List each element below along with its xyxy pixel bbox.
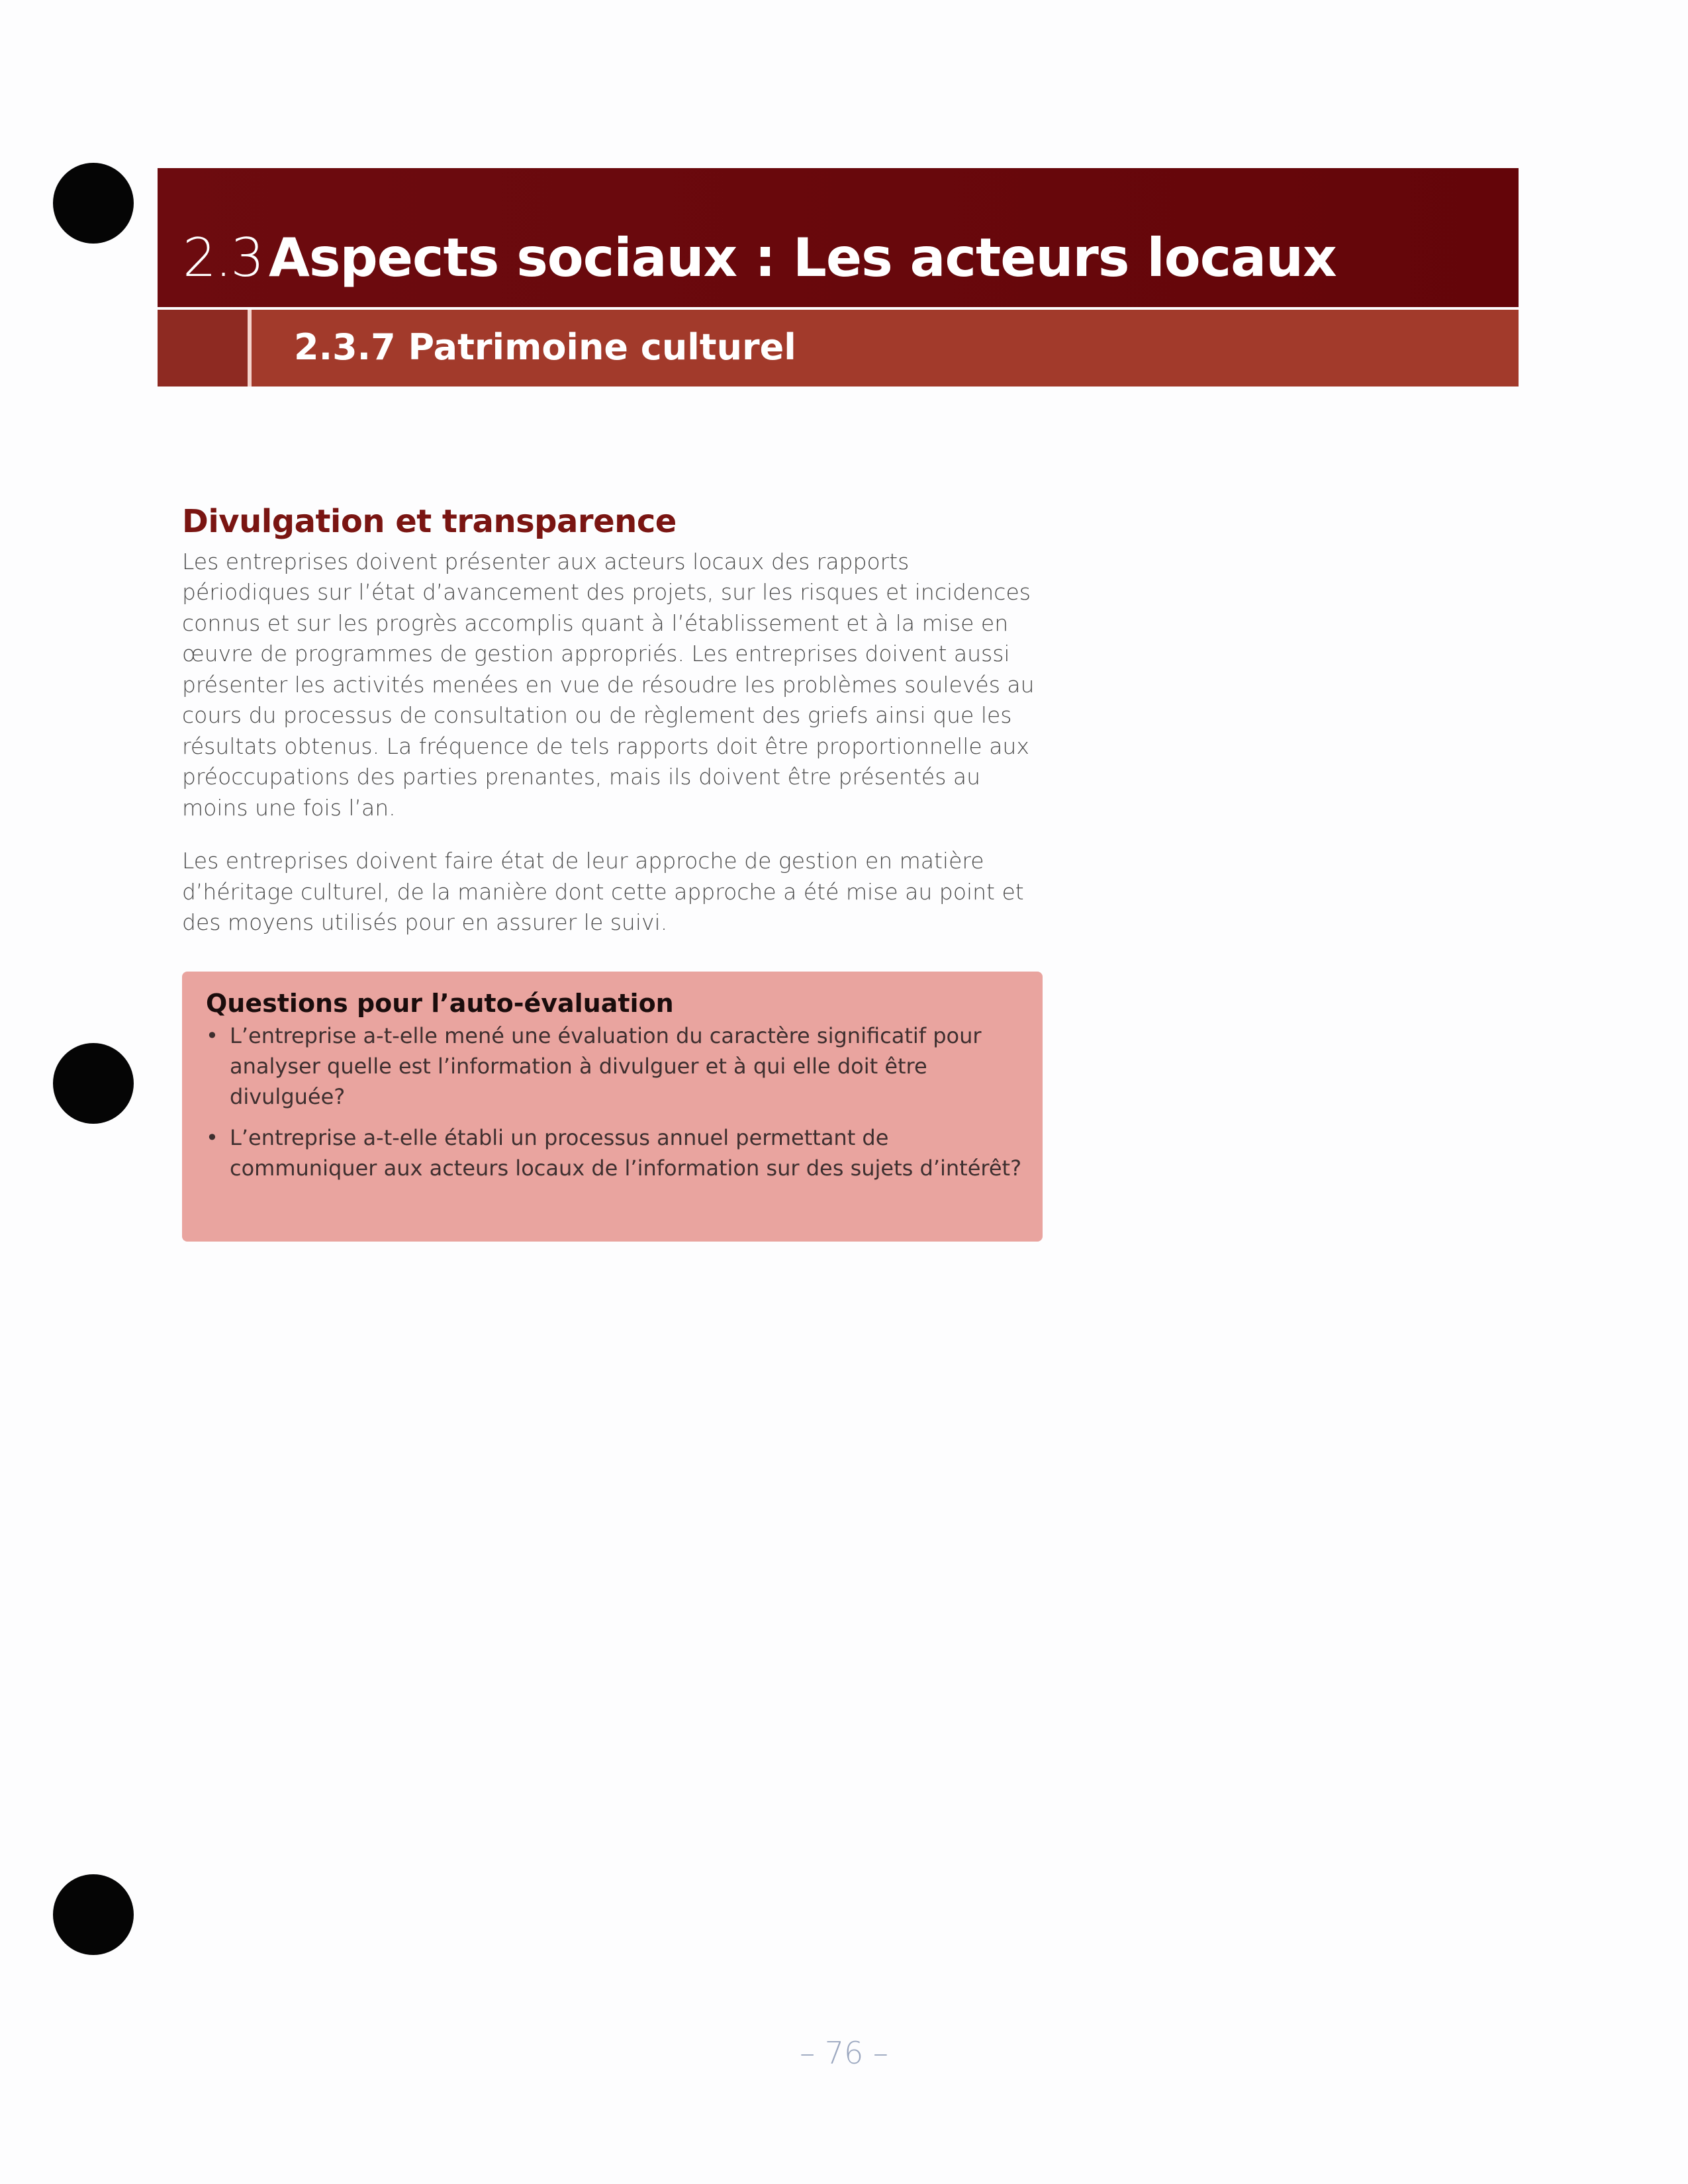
section-title: Aspects sociaux : Les acteurs locaux bbox=[269, 227, 1336, 289]
main-content bbox=[182, 503, 1043, 961]
bullet-icon: • bbox=[206, 1124, 218, 1150]
binder-hole-middle bbox=[53, 1043, 134, 1124]
page-number: – 76 – bbox=[800, 2035, 888, 2071]
body-paragraph-1: Les entreprises doivent présenter aux acteurs locaux des rapports périodiques sur l’état d’avancement des projets, sur les risques et incidences connus et sur les progrès accomplis quant à l’établissement et à la mise en œuvre de programmes de gestion appropriés. Les entreprises doivent aussi présenter les activités menées en vue de résoudre les problèmes soulevés au cours du processus de consultation ou de règlement des griefs ainsi que les résultats obtenus. La fréquence de tels rapports doit être proportionnelle aux préoccupations des parties prenantes, mais ils doivent être présentés au moins une fois l’an. bbox=[182, 548, 1035, 821]
subsection-title: 2.3.7 Patrimoine culturel bbox=[294, 326, 796, 368]
list-item bbox=[206, 1122, 1031, 1183]
binder-hole-top bbox=[53, 163, 134, 244]
list-item bbox=[206, 1021, 1031, 1112]
question-text: L’entreprise a-t-elle établi un processus annuel permettant de communiquer aux acteurs locaux de l’information sur des sujets d’intérêt? bbox=[230, 1124, 1022, 1181]
section-header-banner bbox=[158, 168, 1519, 307]
subsection-header-stub bbox=[158, 310, 252, 387]
binder-hole-bottom bbox=[53, 1874, 134, 1955]
self-assessment-list bbox=[206, 1021, 1022, 1183]
section-number: 2.3 bbox=[183, 227, 263, 289]
question-text: L’entreprise a-t-elle mené une évaluation du caractère significatif pour analyser quelle est l’information à divulguer et à qui elle doit être divulguée? bbox=[230, 1023, 982, 1109]
bullet-icon: • bbox=[206, 1023, 218, 1048]
self-assessment-box bbox=[182, 972, 1043, 1242]
self-assessment-title: Questions pour l’auto-évaluation bbox=[206, 989, 674, 1018]
body-paragraph-2: Les entreprises doivent faire état de leur approche de gestion en matière d’héritage culturel, de la manière dont cette approche a été mise au point et des moyens utilisés pour en assurer le suivi. bbox=[182, 848, 1024, 936]
content-heading: Divulgation et transparence bbox=[182, 503, 677, 540]
subsection-header-banner bbox=[158, 310, 1519, 387]
